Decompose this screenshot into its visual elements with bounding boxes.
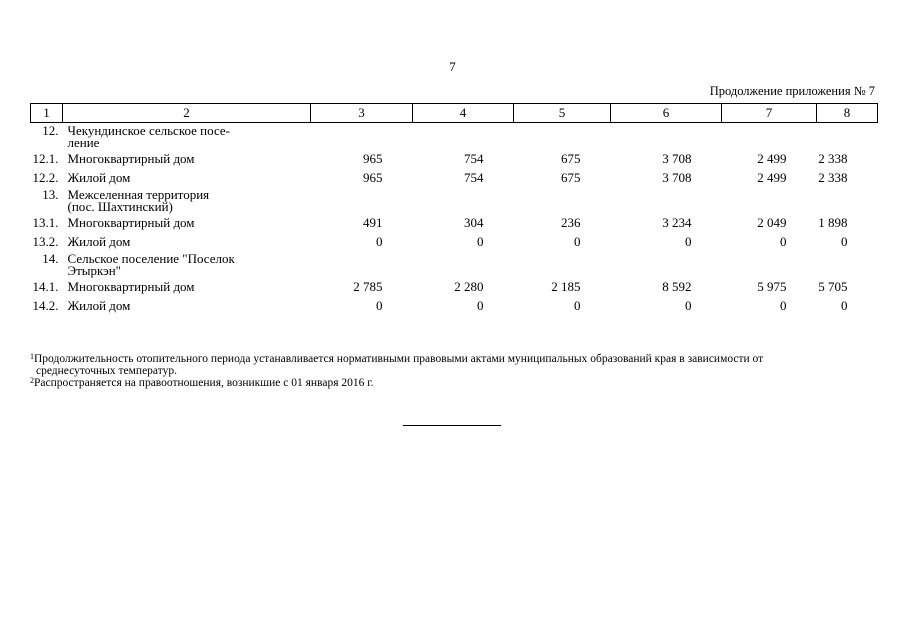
data-table bbox=[30, 103, 878, 315]
value-cell: 2 785 bbox=[353, 279, 383, 294]
group-number: 14. bbox=[42, 251, 59, 266]
group-number: 12. bbox=[42, 123, 59, 138]
end-divider bbox=[403, 425, 501, 426]
column-header: 1 bbox=[31, 104, 63, 123]
value-cell: 0 bbox=[841, 298, 848, 313]
group-name-line: Этыркэн" bbox=[67, 263, 121, 278]
value-cell: 754 bbox=[464, 151, 484, 166]
value-cell: 675 bbox=[561, 170, 581, 185]
value-cell: 965 bbox=[363, 151, 383, 166]
group-number: 13. bbox=[42, 187, 59, 202]
empty-cell bbox=[611, 251, 722, 277]
table-row bbox=[31, 168, 878, 187]
value-cell: 3 708 bbox=[662, 170, 692, 185]
column-header: 8 bbox=[817, 104, 878, 123]
value-cell: 0 bbox=[780, 298, 787, 313]
column-header: 5 bbox=[514, 104, 611, 123]
table-group-row bbox=[31, 123, 878, 150]
table-row bbox=[31, 296, 878, 315]
empty-cell bbox=[722, 123, 817, 150]
value-cell: 965 bbox=[363, 170, 383, 185]
value-cell: 675 bbox=[561, 151, 581, 166]
group-name-line: (пос. Шахтинский) bbox=[67, 199, 173, 214]
table-row bbox=[31, 213, 878, 232]
table-body bbox=[31, 123, 878, 316]
row-name: Многоквартирный дом bbox=[67, 215, 195, 230]
empty-cell bbox=[413, 187, 514, 213]
group-name bbox=[63, 251, 311, 277]
value-cell: 0 bbox=[841, 234, 848, 249]
table-row bbox=[31, 149, 878, 168]
table-row bbox=[31, 232, 878, 251]
empty-cell bbox=[817, 251, 878, 277]
row-number: 13.1. bbox=[32, 215, 59, 230]
continuation-label: Продолжение приложения № 7 bbox=[709, 84, 875, 98]
value-cell: 2 499 bbox=[757, 170, 787, 185]
value-cell: 0 bbox=[574, 298, 581, 313]
column-header: 6 bbox=[611, 104, 722, 123]
footnote-mark: 2 bbox=[30, 376, 34, 385]
group-name-line: Сельское поселение "Поселок bbox=[67, 251, 235, 266]
row-name: Жилой дом bbox=[67, 234, 131, 249]
row-number: 13.2. bbox=[32, 234, 59, 249]
group-name bbox=[63, 187, 311, 213]
empty-cell bbox=[611, 187, 722, 213]
column-header: 4 bbox=[413, 104, 514, 123]
value-cell: 236 bbox=[561, 215, 581, 230]
row-number: 14.1. bbox=[32, 279, 59, 294]
value-cell: 8 592 bbox=[662, 279, 692, 294]
value-cell: 0 bbox=[685, 298, 692, 313]
empty-cell bbox=[722, 251, 817, 277]
value-cell: 2 280 bbox=[454, 279, 484, 294]
value-cell: 0 bbox=[780, 234, 787, 249]
value-cell: 304 bbox=[464, 215, 484, 230]
row-name: Жилой дом bbox=[67, 170, 131, 185]
row-number: 14.2. bbox=[32, 298, 59, 313]
value-cell: 3 708 bbox=[662, 151, 692, 166]
table-group-row bbox=[31, 251, 878, 277]
empty-cell bbox=[514, 187, 611, 213]
row-name: Многоквартирный дом bbox=[67, 279, 195, 294]
empty-cell bbox=[817, 187, 878, 213]
group-name bbox=[63, 123, 311, 150]
footnote-2 bbox=[30, 377, 877, 389]
footnote-text: Продолжительность отопительного периода устанавливается нормативными правовыми актами муниципальных образований края в зависимости от bbox=[34, 353, 764, 365]
empty-cell bbox=[514, 251, 611, 277]
table-header-row bbox=[31, 104, 878, 123]
group-name-line: Чекундинское сельское посе- bbox=[67, 123, 230, 138]
value-cell: 2 338 bbox=[818, 151, 848, 166]
value-cell: 2 185 bbox=[551, 279, 581, 294]
value-cell: 491 bbox=[363, 215, 383, 230]
empty-cell bbox=[514, 123, 611, 150]
value-cell: 0 bbox=[376, 298, 383, 313]
footnote-text: Распространяется на правоотношения, возникшие с 01 января 2016 г. bbox=[34, 377, 374, 389]
empty-cell bbox=[311, 251, 413, 277]
column-header: 7 bbox=[722, 104, 817, 123]
empty-cell bbox=[413, 251, 514, 277]
group-name-line: Межселенная территория bbox=[67, 187, 210, 202]
group-name-line: ление bbox=[67, 135, 100, 150]
column-header: 3 bbox=[311, 104, 413, 123]
value-cell: 1 898 bbox=[818, 215, 848, 230]
value-cell: 3 234 bbox=[662, 215, 692, 230]
value-cell: 754 bbox=[464, 170, 484, 185]
value-cell: 5 975 bbox=[757, 279, 787, 294]
value-cell: 2 499 bbox=[757, 151, 787, 166]
empty-cell bbox=[413, 123, 514, 150]
empty-cell bbox=[722, 187, 817, 213]
footnotes bbox=[30, 353, 877, 389]
column-header: 2 bbox=[63, 104, 311, 123]
value-cell: 2 338 bbox=[818, 170, 848, 185]
footnote-mark: 1 bbox=[30, 352, 34, 361]
value-cell: 0 bbox=[477, 298, 484, 313]
footnote-text-continuation: среднесуточных температур. bbox=[36, 365, 177, 377]
row-name: Жилой дом bbox=[67, 298, 131, 313]
empty-cell bbox=[311, 187, 413, 213]
value-cell: 0 bbox=[376, 234, 383, 249]
empty-cell bbox=[611, 123, 722, 150]
row-number: 12.1. bbox=[32, 151, 59, 166]
row-name: Многоквартирный дом bbox=[67, 151, 195, 166]
empty-cell bbox=[311, 123, 413, 150]
footnote-1 bbox=[30, 353, 877, 377]
row-number: 12.2. bbox=[32, 170, 59, 185]
value-cell: 0 bbox=[477, 234, 484, 249]
value-cell: 0 bbox=[574, 234, 581, 249]
table-row bbox=[31, 277, 878, 296]
value-cell: 0 bbox=[685, 234, 692, 249]
value-cell: 5 705 bbox=[818, 279, 848, 294]
value-cell: 2 049 bbox=[757, 215, 787, 230]
table-group-row bbox=[31, 187, 878, 213]
empty-cell bbox=[817, 123, 878, 150]
page-number: 7 bbox=[449, 59, 456, 74]
